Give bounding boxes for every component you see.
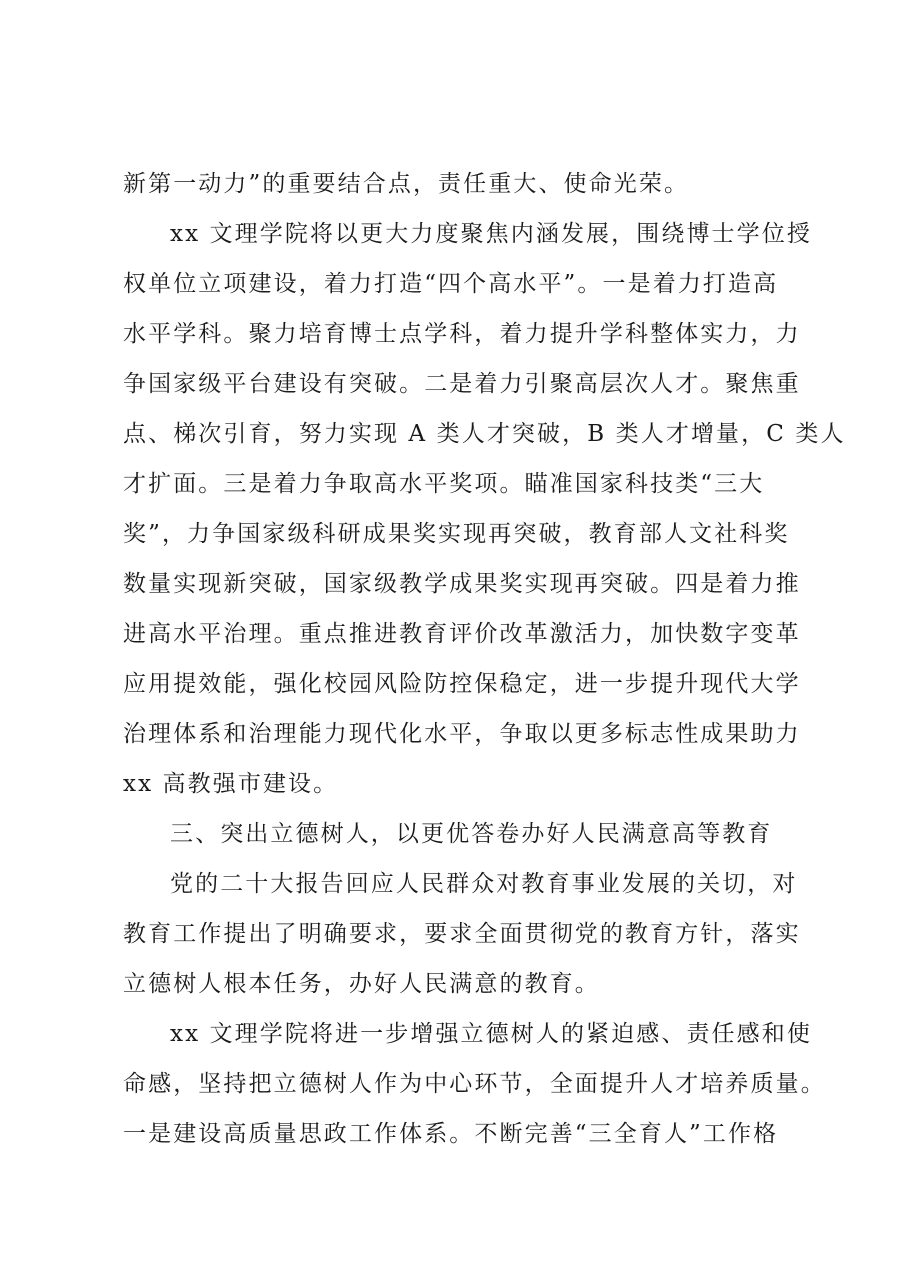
text-line: 治理体系和治理能力现代化水平，争取以更多标志性成果助力 <box>123 721 801 747</box>
paragraph-start-line: xx 文理学院将以更大力度聚焦内涵发展，围绕博士学位授 <box>170 221 812 247</box>
text-line: 新第一动力”的重要结合点，责任重大、使命光荣。 <box>123 171 690 197</box>
text-line: 权单位立项建设，着力打造“四个高水平”。一是着力打造高 <box>123 271 779 297</box>
text-line: 点、梯次引育，努力实现 A 类人才突破，B 类人才增量，C 类人 <box>123 421 846 447</box>
text-line: 立德树人根本任务，办好人民满意的教育。 <box>123 971 600 997</box>
paragraph-start-line: xx 文理学院将进一步增强立德树人的紧迫感、责任感和使 <box>170 1021 812 1047</box>
text-line: 一是建设高质量思政工作体系。不断完善“三全育人”工作格 <box>123 1121 779 1147</box>
text-line: 教育工作提出了明确要求，要求全面贯彻党的教育方针，落实 <box>123 921 801 947</box>
text-line: 数量实现新突破，国家级教学成果奖实现再突破。四是着力推 <box>123 571 801 597</box>
text-line: 水平学科。聚力培育博士点学科，着力提升学科整体实力，力 <box>123 321 801 347</box>
text-line: 奖”，力争国家级科研成果奖实现再突破，教育部人文社科奖 <box>123 521 790 547</box>
text-line: xx 高教强市建设。 <box>123 771 339 797</box>
text-line: 命感，坚持把立德树人作为中心环节，全面提升人才培养质量。 <box>123 1071 826 1097</box>
section-heading: 三、突出立德树人，以更优答卷办好人民满意高等教育 <box>170 821 773 847</box>
text-line: 应用提效能，强化校园风险防控保稳定，进一步提升现代大学 <box>123 671 801 697</box>
paragraph-start-line: 党的二十大报告回应人民群众对教育事业发展的关切，对 <box>170 871 798 897</box>
text-line: 才扩面。三是着力争取高水平奖项。瞄准国家科技类“三大 <box>123 471 765 497</box>
text-line: 进高水平治理。重点推进教育评价改革激活力，加快数字变革 <box>123 621 801 647</box>
text-line: 争国家级平台建设有突破。二是着力引聚高层次人才。聚焦重 <box>123 371 801 397</box>
